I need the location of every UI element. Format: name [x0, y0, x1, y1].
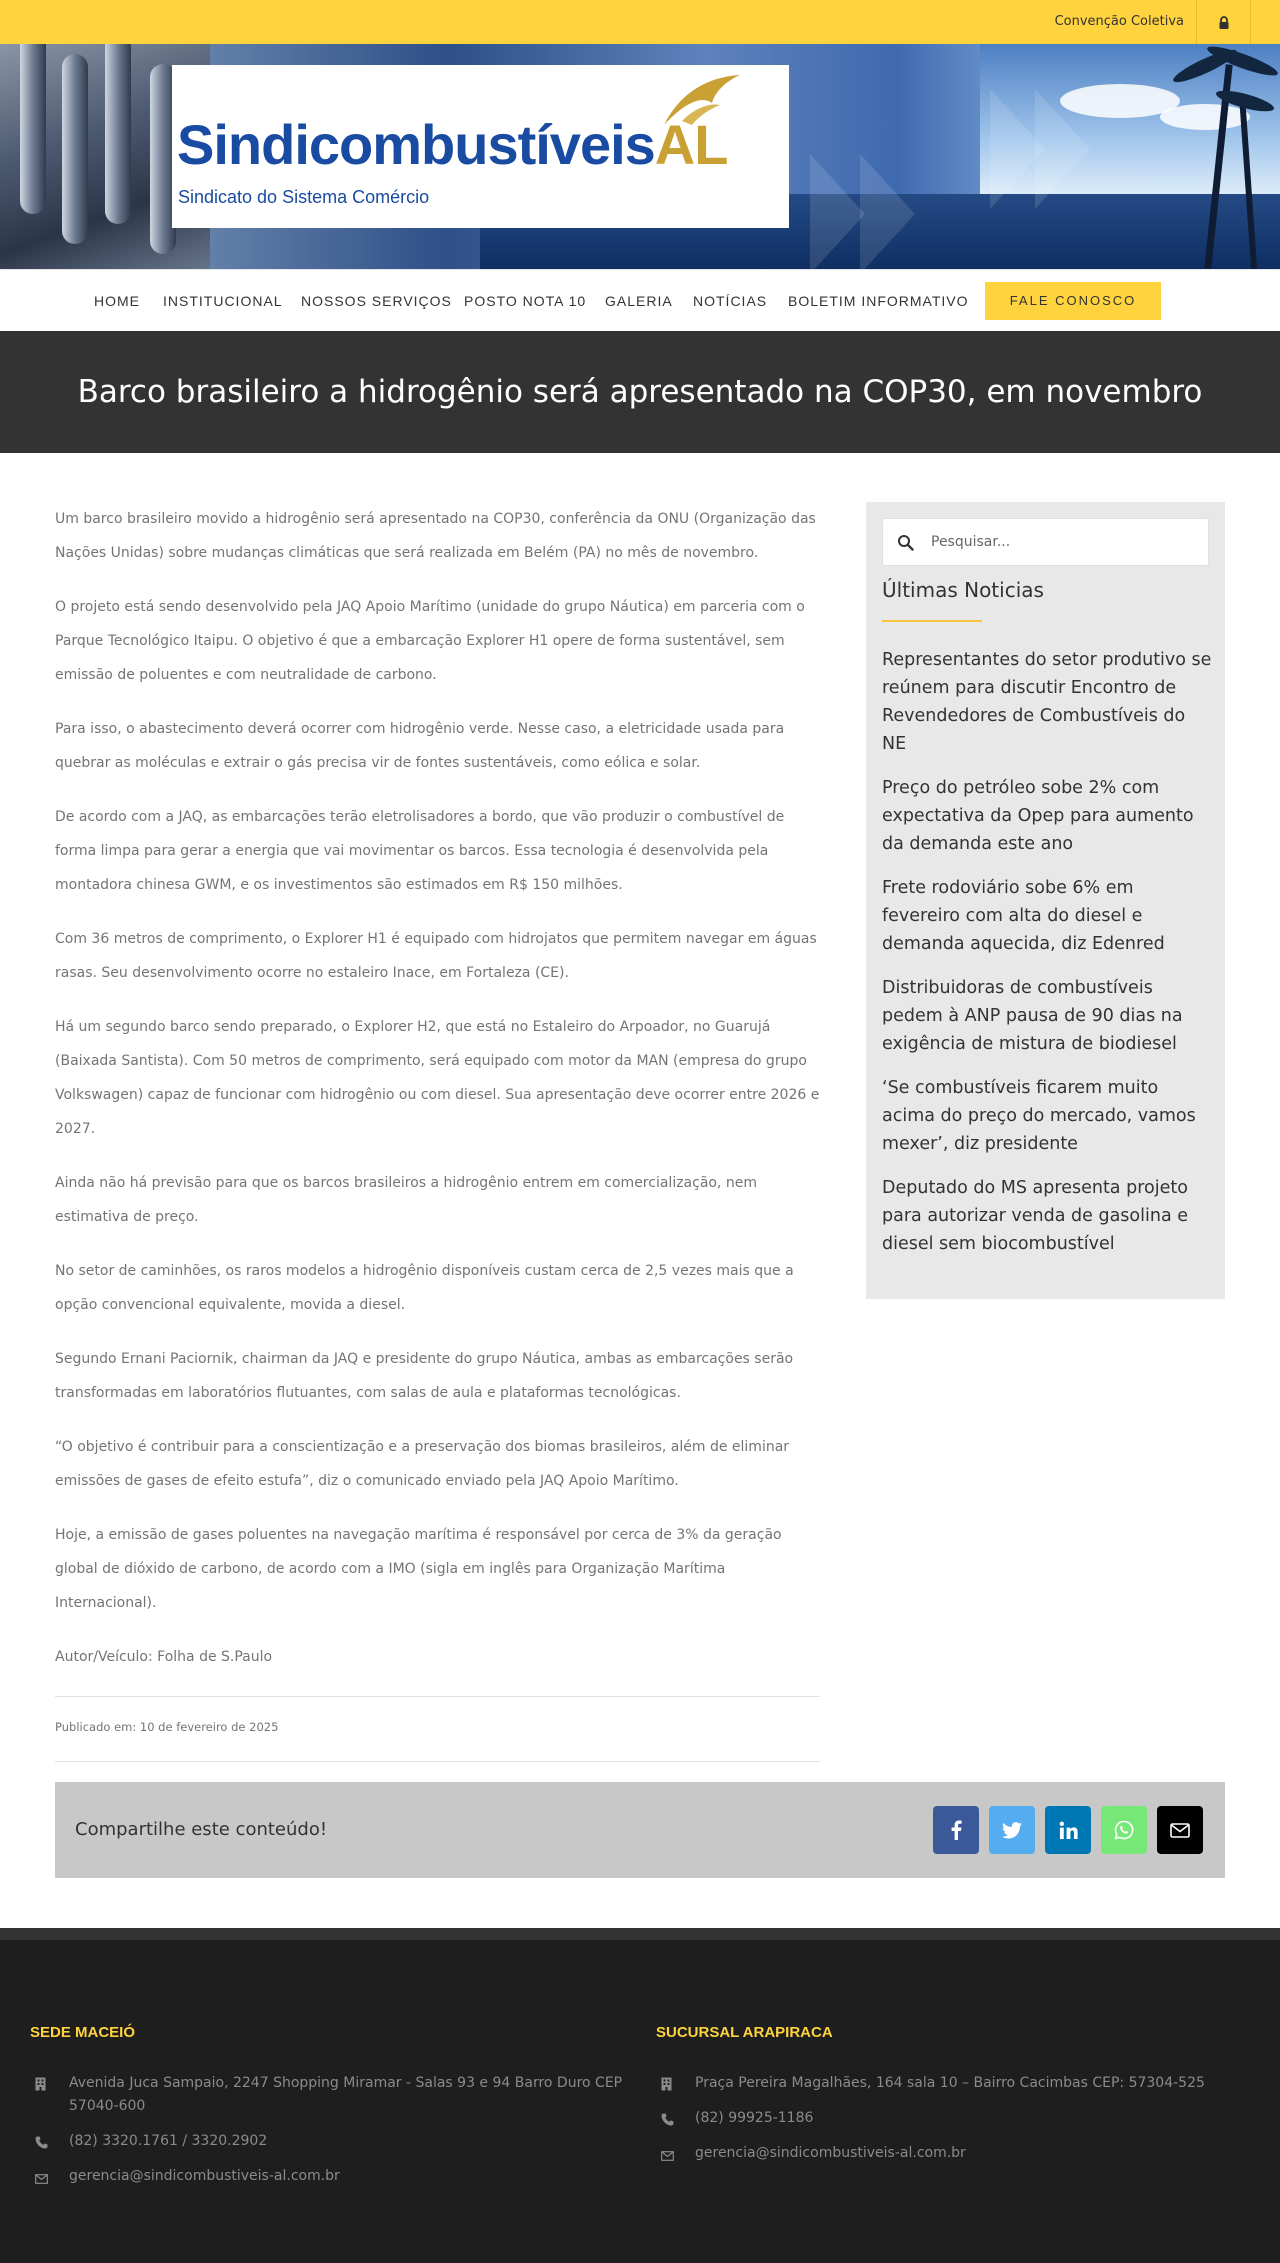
lock-icon: [1218, 16, 1230, 29]
building-icon: [661, 2072, 695, 2095]
main-nav: [0, 269, 1280, 331]
contact-button[interactable]: FALE CONOSCO: [985, 282, 1161, 320]
share-facebook-button[interactable]: [933, 1806, 979, 1854]
share-whatsapp-button[interactable]: [1101, 1806, 1147, 1854]
share-twitter-button[interactable]: [989, 1806, 1035, 1854]
nav-item-home[interactable]: HOME: [94, 293, 140, 309]
site-logo[interactable]: [172, 65, 789, 228]
facebook-icon: [950, 1820, 962, 1840]
news-link[interactable]: Preço do petróleo sobe 2% com expectativa da Opep para aumento da demanda este ano: [882, 778, 1194, 854]
article-paragraph: Para isso, o abastecimento deverá ocorrer com hidrogênio verde. Nesse caso, a eletricidade usada para quebrar as moléculas e extrair o gás precisa vir de fontes sustentáveis, como eólica e solar.: [55, 721, 785, 771]
footer-phone-text[interactable]: (82) 3320.1761 / 3320.2902: [69, 2133, 268, 2149]
article-paragraph: Há um segundo barco sendo preparado, o Explorer H2, que está no Estaleiro do Arpoador, no Guarujá (Baixada Santista). Com 50 metros de comprimento, será equipado com motor da MAN (empresa do grupo Volkswagen) capaz de funcionar com hidrogênio ou com diesel. Sua apresentação deve ocorrer entre 2026 e 2027.: [55, 1019, 820, 1137]
news-link[interactable]: Frete rodoviário sobe 6% em fevereiro com alta do diesel e demanda aquecida, diz Edenred: [882, 878, 1165, 954]
article-author: Autor/Veículo: Folha de S.Paulo: [55, 1649, 273, 1665]
nav-item-noticias[interactable]: NOTÍCIAS: [693, 293, 768, 309]
news-link[interactable]: Deputado do MS apresenta projeto para autorizar venda de gasolina e diesel sem biocombustível: [882, 1178, 1188, 1254]
fuel-nozzle-image: [62, 54, 88, 244]
envelope-icon: [661, 2142, 695, 2165]
footer-email-text[interactable]: gerencia@sindicombustiveis-al.com.br: [695, 2145, 966, 2161]
footer-email: [35, 2165, 635, 2188]
nav-item-boletim[interactable]: BOLETIM INFORMATIVO: [788, 293, 969, 309]
cloud-image: [1160, 104, 1250, 130]
published-date: Publicado em: 10 de fevereiro de 2025: [55, 1720, 279, 1734]
page-title-bar: [0, 331, 1280, 453]
footer-address: [661, 2072, 1261, 2095]
article-paragraph: “O objetivo é contribuir para a conscientização e a preservação dos biomas brasileiros, além de eliminar emissões de gases de efeito estufa”, diz o comunicado enviado pela JAQ Apoio Marítimo.: [55, 1439, 790, 1489]
search-input[interactable]: [931, 519, 1201, 565]
search-box: [882, 518, 1209, 566]
envelope-icon: [35, 2165, 69, 2188]
article-paragraph: Com 36 metros de comprimento, o Explorer H1 é equipado com hidrojatos que permitem navegar em águas rasas. Seu desenvolvimento ocorre no estaleiro Inace, em Fortaleza (CE).: [55, 931, 817, 981]
latest-news-heading: Últimas Noticias: [882, 578, 1044, 602]
decorative-arrow: [860, 154, 915, 269]
logo-wordmark: SindicombustíveisAL: [177, 113, 728, 176]
decorative-arrow: [810, 154, 865, 269]
footer-phone: [35, 2130, 635, 2153]
building-icon: [35, 2072, 69, 2095]
hero-banner: [0, 44, 1280, 269]
article-paragraph: O projeto está sendo desenvolvido pela JAQ Apoio Marítimo (unidade do grupo Náutica) em parceria com o Parque Tecnológico Itaipu. O objetivo é que a embarcação Explorer H1 opere de forma sustentável, sem emissão de poluentes e com neutralidade de carbono.: [55, 599, 805, 683]
footer-heading-maceio: SEDE MACEIÓ: [30, 2024, 136, 2041]
news-link[interactable]: Representantes do setor produtivo se reúnem para discutir Encontro de Revendedores de Combustíveis do NE: [882, 650, 1212, 754]
share-email-button[interactable]: [1157, 1806, 1203, 1854]
page-title: Barco brasileiro a hidrogênio será apresentado na COP30, em novembro: [77, 374, 1203, 410]
footer-phone: [661, 2107, 1261, 2130]
footer-email: [661, 2142, 1261, 2165]
login-button[interactable]: [1197, 0, 1250, 44]
phone-icon: [661, 2107, 695, 2130]
article-paragraph: No setor de caminhões, os raros modelos a hidrogênio disponíveis custam cerca de 2,5 vezes mais que a opção convencional equivalente, movida a diesel.: [55, 1263, 794, 1313]
sidebar: [866, 502, 1225, 1299]
footer-address-text: Praça Pereira Magalhães, 164 sala 10 – Bairro Cacimbas CEP: 57304-525: [695, 2075, 1205, 2091]
share-bar: [55, 1782, 1225, 1878]
share-label: Compartilhe este conteúdo!: [75, 1819, 328, 1840]
fuel-nozzle-image: [105, 44, 131, 224]
article-body: [55, 502, 820, 1674]
footer-divider: [0, 1928, 1280, 1940]
nav-item-institucional[interactable]: INSTITUCIONAL: [163, 293, 283, 309]
phone-icon: [35, 2130, 69, 2153]
share-linkedin-button[interactable]: [1045, 1806, 1091, 1854]
nav-item-galeria[interactable]: GALERIA: [605, 293, 673, 309]
article-paragraph: Um barco brasileiro movido a hidrogênio será apresentado na COP30, conferência da ONU (Organização das Nações Unidas) sobre mudanças climáticas que será realizada em Belém (PA) no mês de novembro.: [55, 511, 816, 561]
decorative-arrow: [1035, 89, 1090, 209]
linkedin-icon: [1059, 1821, 1078, 1840]
footer-email-text[interactable]: gerencia@sindicombustiveis-al.com.br: [69, 2168, 340, 2184]
divider: [55, 1761, 820, 1762]
article-paragraph: Ainda não há previsão para que os barcos brasileiros a hidrogênio entrem em comercialização, nem estimativa de preço.: [55, 1175, 757, 1225]
article-paragraph: Hoje, a emissão de gases poluentes na navegação marítima é responsável por cerca de 3% da geração global de dióxido de carbono, de acordo com a IMO (sigla em inglês para Organização Marítima Internacional).: [55, 1527, 782, 1611]
latest-news-list: [882, 646, 1214, 1274]
search-icon[interactable]: [897, 534, 914, 551]
top-bar-divider: [1250, 0, 1251, 44]
news-link[interactable]: ‘Se combustíveis ficarem muito acima do preço do mercado, vamos mexer’, diz presidente: [882, 1078, 1196, 1154]
article-paragraph: De acordo com a JAQ, as embarcações terão eletrolisadores a bordo, que vão produzir o combustível de forma limpa para gerar a energia que vai movimentar os barcos. Essa tecnologia é desenvolvida pela montadora chinesa GWM, e os investimentos são estimados em R$ 150 milhões.: [55, 809, 785, 893]
footer-heading-arapiraca: SUCURSAL ARAPIRACA: [656, 2024, 833, 2041]
article-paragraph: Segundo Ernani Paciornik, chairman da JAQ e presidente do grupo Náutica, ambas as embarcações serão transformadas em laboratórios flutuantes, com salas de aula e plataformas tecnológicas.: [55, 1351, 794, 1401]
nav-item-posto-nota-10[interactable]: POSTO NOTA 10: [464, 293, 587, 309]
logo-tagline: Sindicato do Sistema Comércio: [178, 187, 430, 207]
heading-underline: [882, 620, 982, 622]
collective-agreement-link[interactable]: Convenção Coletiva: [1054, 14, 1184, 29]
divider: [55, 1696, 820, 1697]
fuel-nozzle-image: [20, 44, 46, 214]
footer-address: [35, 2072, 635, 2118]
twitter-icon: [1002, 1822, 1022, 1839]
nav-item-servicos[interactable]: NOSSOS SERVIÇOS: [301, 293, 452, 309]
footer-address-text: Avenida Juca Sampaio, 2247 Shopping Miramar - Salas 93 e 94 Barro Duro CEP 57040-600: [69, 2075, 623, 2114]
top-bar: [0, 0, 1280, 44]
email-icon: [1170, 1823, 1190, 1838]
news-link[interactable]: Distribuidoras de combustíveis pedem à ANP pausa de 90 dias na exigência de mistura de biodiesel: [882, 978, 1183, 1054]
whatsapp-icon: [1114, 1820, 1134, 1840]
footer-phone-text[interactable]: (82) 99925-1186: [695, 2110, 814, 2126]
footer: [0, 1940, 1280, 2263]
